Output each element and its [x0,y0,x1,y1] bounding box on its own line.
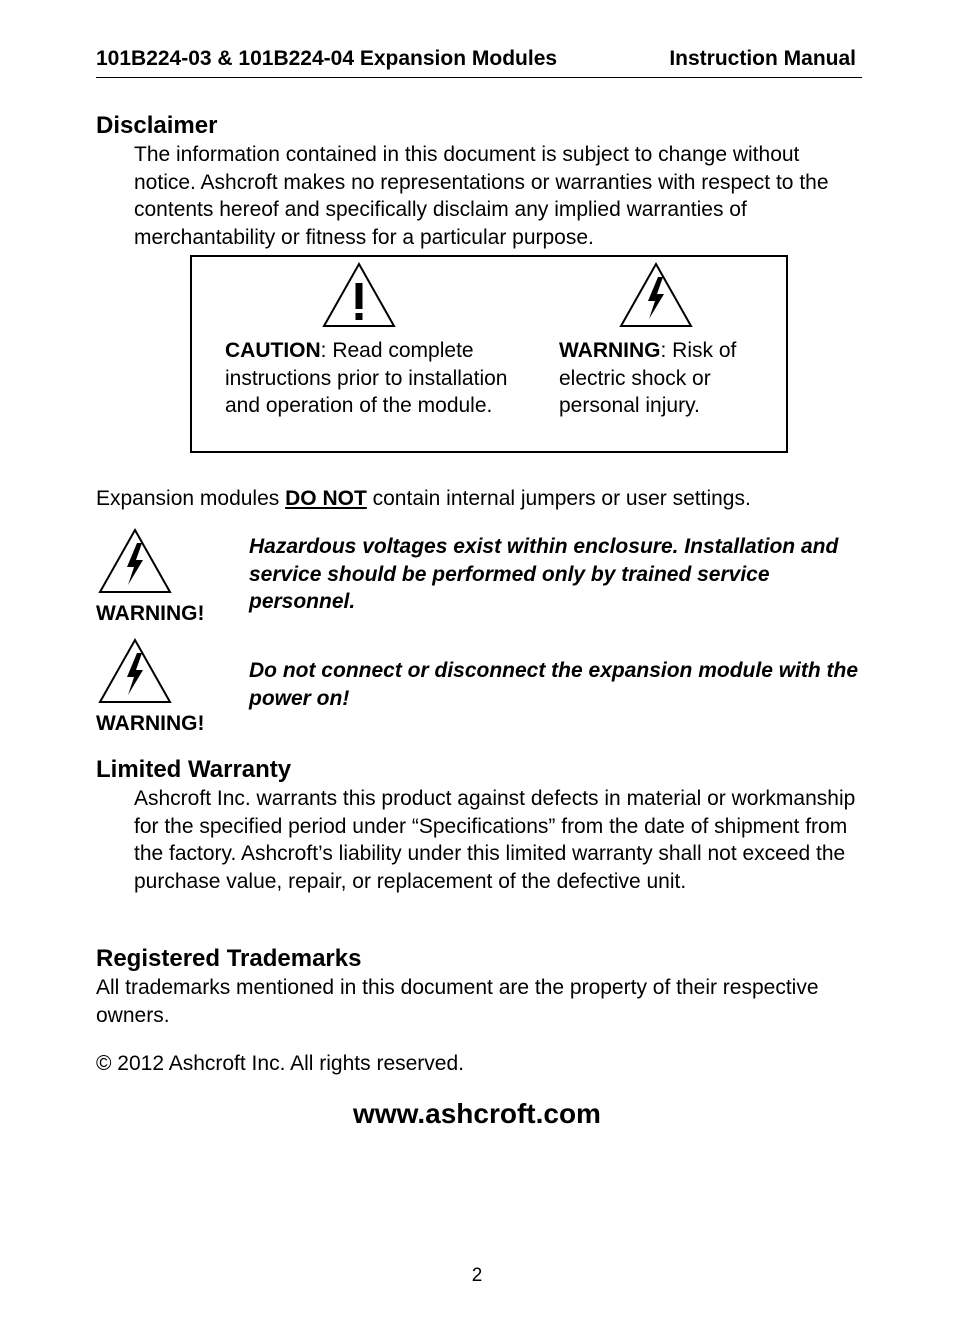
warning-label-1: WARNING! [96,602,205,625]
electric-shock-triangle-icon [97,527,173,595]
warranty-heading: Limited Warranty [96,756,292,783]
electric-shock-triangle-icon [97,637,173,705]
page-header [96,47,862,78]
jumpers-post: contain internal jumpers or user settings. [366,487,751,510]
warning-notice [559,337,779,420]
website-link[interactable]: www.ashcroft.com [353,1098,601,1129]
warranty-text: Ashcroft Inc. warrants this product against defects in material or workmanship for the specified period under “Specifications” from the date of shipment from the factory. Ashcroft’s liability under this limited warranty shall not exceed the purchase value, repair, or replacement of the defective unit. [134,787,856,893]
jumpers-emphasis: DO NOT [285,487,367,510]
warning-text-1: Hazardous voltages exist within enclosure. Installation and service should be performed only by trained service personnel. [249,535,839,613]
exclamation-triangle-icon [321,261,397,329]
notice-box [190,255,788,453]
caution-label: CAUTION [225,339,321,362]
trademarks-heading: Registered Trademarks [96,945,362,972]
caution-notice [225,337,525,420]
electric-shock-triangle-icon [618,261,694,329]
document-title: 101B224-03 & 101B224-04 Expansion Modules [96,47,558,70]
jumpers-pre: Expansion modules [96,487,286,510]
warning-label: WARNING [559,339,661,362]
warning-text-2: Do not connect or disconnect the expansion module with the power on! [249,659,859,710]
jumpers-statement [96,485,876,513]
trademarks-text: All trademarks mentioned in this document are the property of their respective owners. [96,976,819,1027]
caution-text: : Read complete instructions prior to installation and operation of the module. [225,339,508,417]
page-number: 2 [471,1265,483,1286]
manual-label: Instruction Manual [669,47,856,70]
disclaimer-text: The information contained in this document is subject to change without notice. Ashcroft makes no representations or warranties with respect to the contents hereof and specifically disclaim any implied warranties of merchantability or fitness for a particular purpose. [134,143,829,249]
disclaimer-heading: Disclaimer [96,112,218,139]
warning-label-2: WARNING! [96,712,205,735]
copyright: © 2012 Ashcroft Inc. All rights reserved. [96,1052,464,1075]
warning-text: : Risk of electric shock or personal injury. [559,339,737,417]
